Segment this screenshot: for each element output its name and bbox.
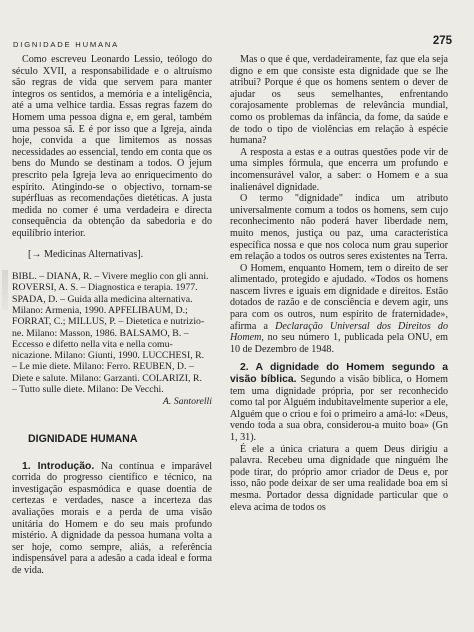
body-paragraph: Como escreveu Leonardo Lessio, teólogo do século XVII, a responsabilidade e o altruísmo são regras de vida que servem para manter íntegros os sentidos, a memória e a inteligência, até a uma velhice tardia. Essas regras fazem do Homem uma pessoa digna e, em geral, também uma pessoa sã. E é por isso que a Igreja, ainda hoje, convida a que limitemos as nossas necessidades ao essencial, tendo em conta que os bens do Mundo se destinam a todos. O jejum prescrito pela Igreja leva ao enriquecimento do espírito. Atingindo-se o objectivo, tornam-se supérfluas as recomendações dietéticas. A justa medida no comer é uma verdadeira e directa consequência da obtenção da sabedoria e do equilíbrio interior. (12, 54, 212, 239)
bibliography-line: – Tutto sulle diete. Milano: De Vecchi. (12, 384, 164, 396)
bibliography-line: Eccesso e difetto nella vita e nella comu- (12, 338, 173, 350)
bibliography-line: Milano: Armenia, 1990. APFELIBAUM, D.; (12, 304, 188, 316)
body-paragraph: Mas o que é que, verdadeiramente, faz que ela seja digno e em que consiste esta dignidade que se lhe atribui? Porque é que os homens sentem o dever de ajudar os seus semelhantes, enfrentando corajosamente problemas de relevância mundial, como os problemas da infância, da fome, da saúde e de todo o tipo de violências em relação à espécie humana? (230, 54, 448, 147)
page-number: 275 (432, 35, 452, 47)
bibliography-line: – Le mie diete. Milano: Ferro. REUBEN, D. – (12, 361, 194, 373)
cross-reference: [→ Medicinas Alternativas]. (28, 248, 144, 260)
bibliography-line: nicazione. Milano: Giunti, 1990. LUCCHESI, R. (12, 350, 205, 362)
intro-text: Na contínua e imparável corrida do progresso científico e técnico, na investigação espasmódica e quase doentia de certezas e verdades, nasce a incerteza das avaliações morais e a perda de uma visão unitária do Homem e do seu mais profundo mistério. A dignidade da pessoa humana volta a ser hoje, como sempre, aliás, a referência indispensável para a adesão a cada ideal e forma de vida. (12, 460, 213, 576)
right-column (230, 54, 448, 513)
bibliography-line: BIBL. – DIANA, R. – Vivere meglio con gli anni. (12, 271, 209, 283)
subsection-text: Segundo a visão bíblica, o Homem tem uma dignidade própria, por ser reconhecido como tal por Alguém indubitavelmente superior a ele, Alguém que o criou e foi o primeiro a amá-lo: «Deus, vendo toda a sua obra, considerou-a muito boa» (Gn 1, 31). (230, 374, 448, 443)
bibliography-line: FORRAT, C.; MILLUS, P. – Dietetica e nutrizio- (12, 316, 205, 328)
bibliography-line: ROVERSI, A. S. – Diagnostica e terapia. 1977. (12, 282, 198, 294)
left-column (12, 54, 212, 576)
bibliography-line: Diete e salute. Milano: Garzanti. COLARIZI, R. (12, 372, 202, 384)
body-paragraph: O termo "dignidade" indica um atributo universalmente comum a todos os homens, sem cujo reconhecimento não poderá haver liberdade nem, muito menos, justiça ou paz, uma característica específica nossa e que nos coloca num grau superior em relação a todos os outros seres existentes na Terra. (230, 193, 448, 263)
author-signature: A. Santorelli (162, 396, 212, 408)
subsection-heading: 2. A dignidade do Homem segundo a visão bíblica. (230, 362, 448, 386)
body-paragraph: A resposta a estas e a outras questões pode vir de uma simples fórmula, que encerra um profundo e incomensurável valor, a saber: o Homem e a sua inalienável dignidade. (230, 146, 448, 193)
intro-paragraph (12, 461, 212, 577)
body-paragraph: O Homem, enquanto Homem, tem o direito de ser alimentado, protegido e ajudado. «Todos os homens nascem livres e iguais em dignidade e direitos. Estão dotados de razão e de consciência e devem agir, uns para com os outros, num espírito de fraternidade», afirma a Declaração Universal dos Direitos do Homem, no seu número 1, publicada pela ONU, em 10 de Dezembro de 1948. (230, 262, 448, 355)
intro-heading: 1. Introdução. (22, 460, 95, 472)
running-head: DIGNIDADE HUMANA (13, 40, 120, 49)
declaration-title: Declaração Universal dos Direitos do Homem (230, 320, 448, 344)
section-title: DIGNIDADE HUMANA (28, 432, 138, 445)
bibliography (12, 271, 212, 395)
bibliography-line: SPADA, D. – Guida alla medicina alternativa. (12, 293, 193, 305)
bibliography-line: ne. Milano: Masson, 1986. BALSAMO, B. – (12, 327, 189, 339)
subsection-paragraph (230, 362, 448, 443)
binding-shadow (2, 270, 8, 310)
body-paragraph: É ele a única criatura a quem Deus dirigiu a palavra. Recebeu uma dignidade que ninguém lhe pode tirar, do próprio amor criador de Deus e, por isso, não pode deixar de ser uma realidade boa em si mesma. Portador dessa dignidade particular que o eleva acima de todos os (230, 443, 448, 513)
